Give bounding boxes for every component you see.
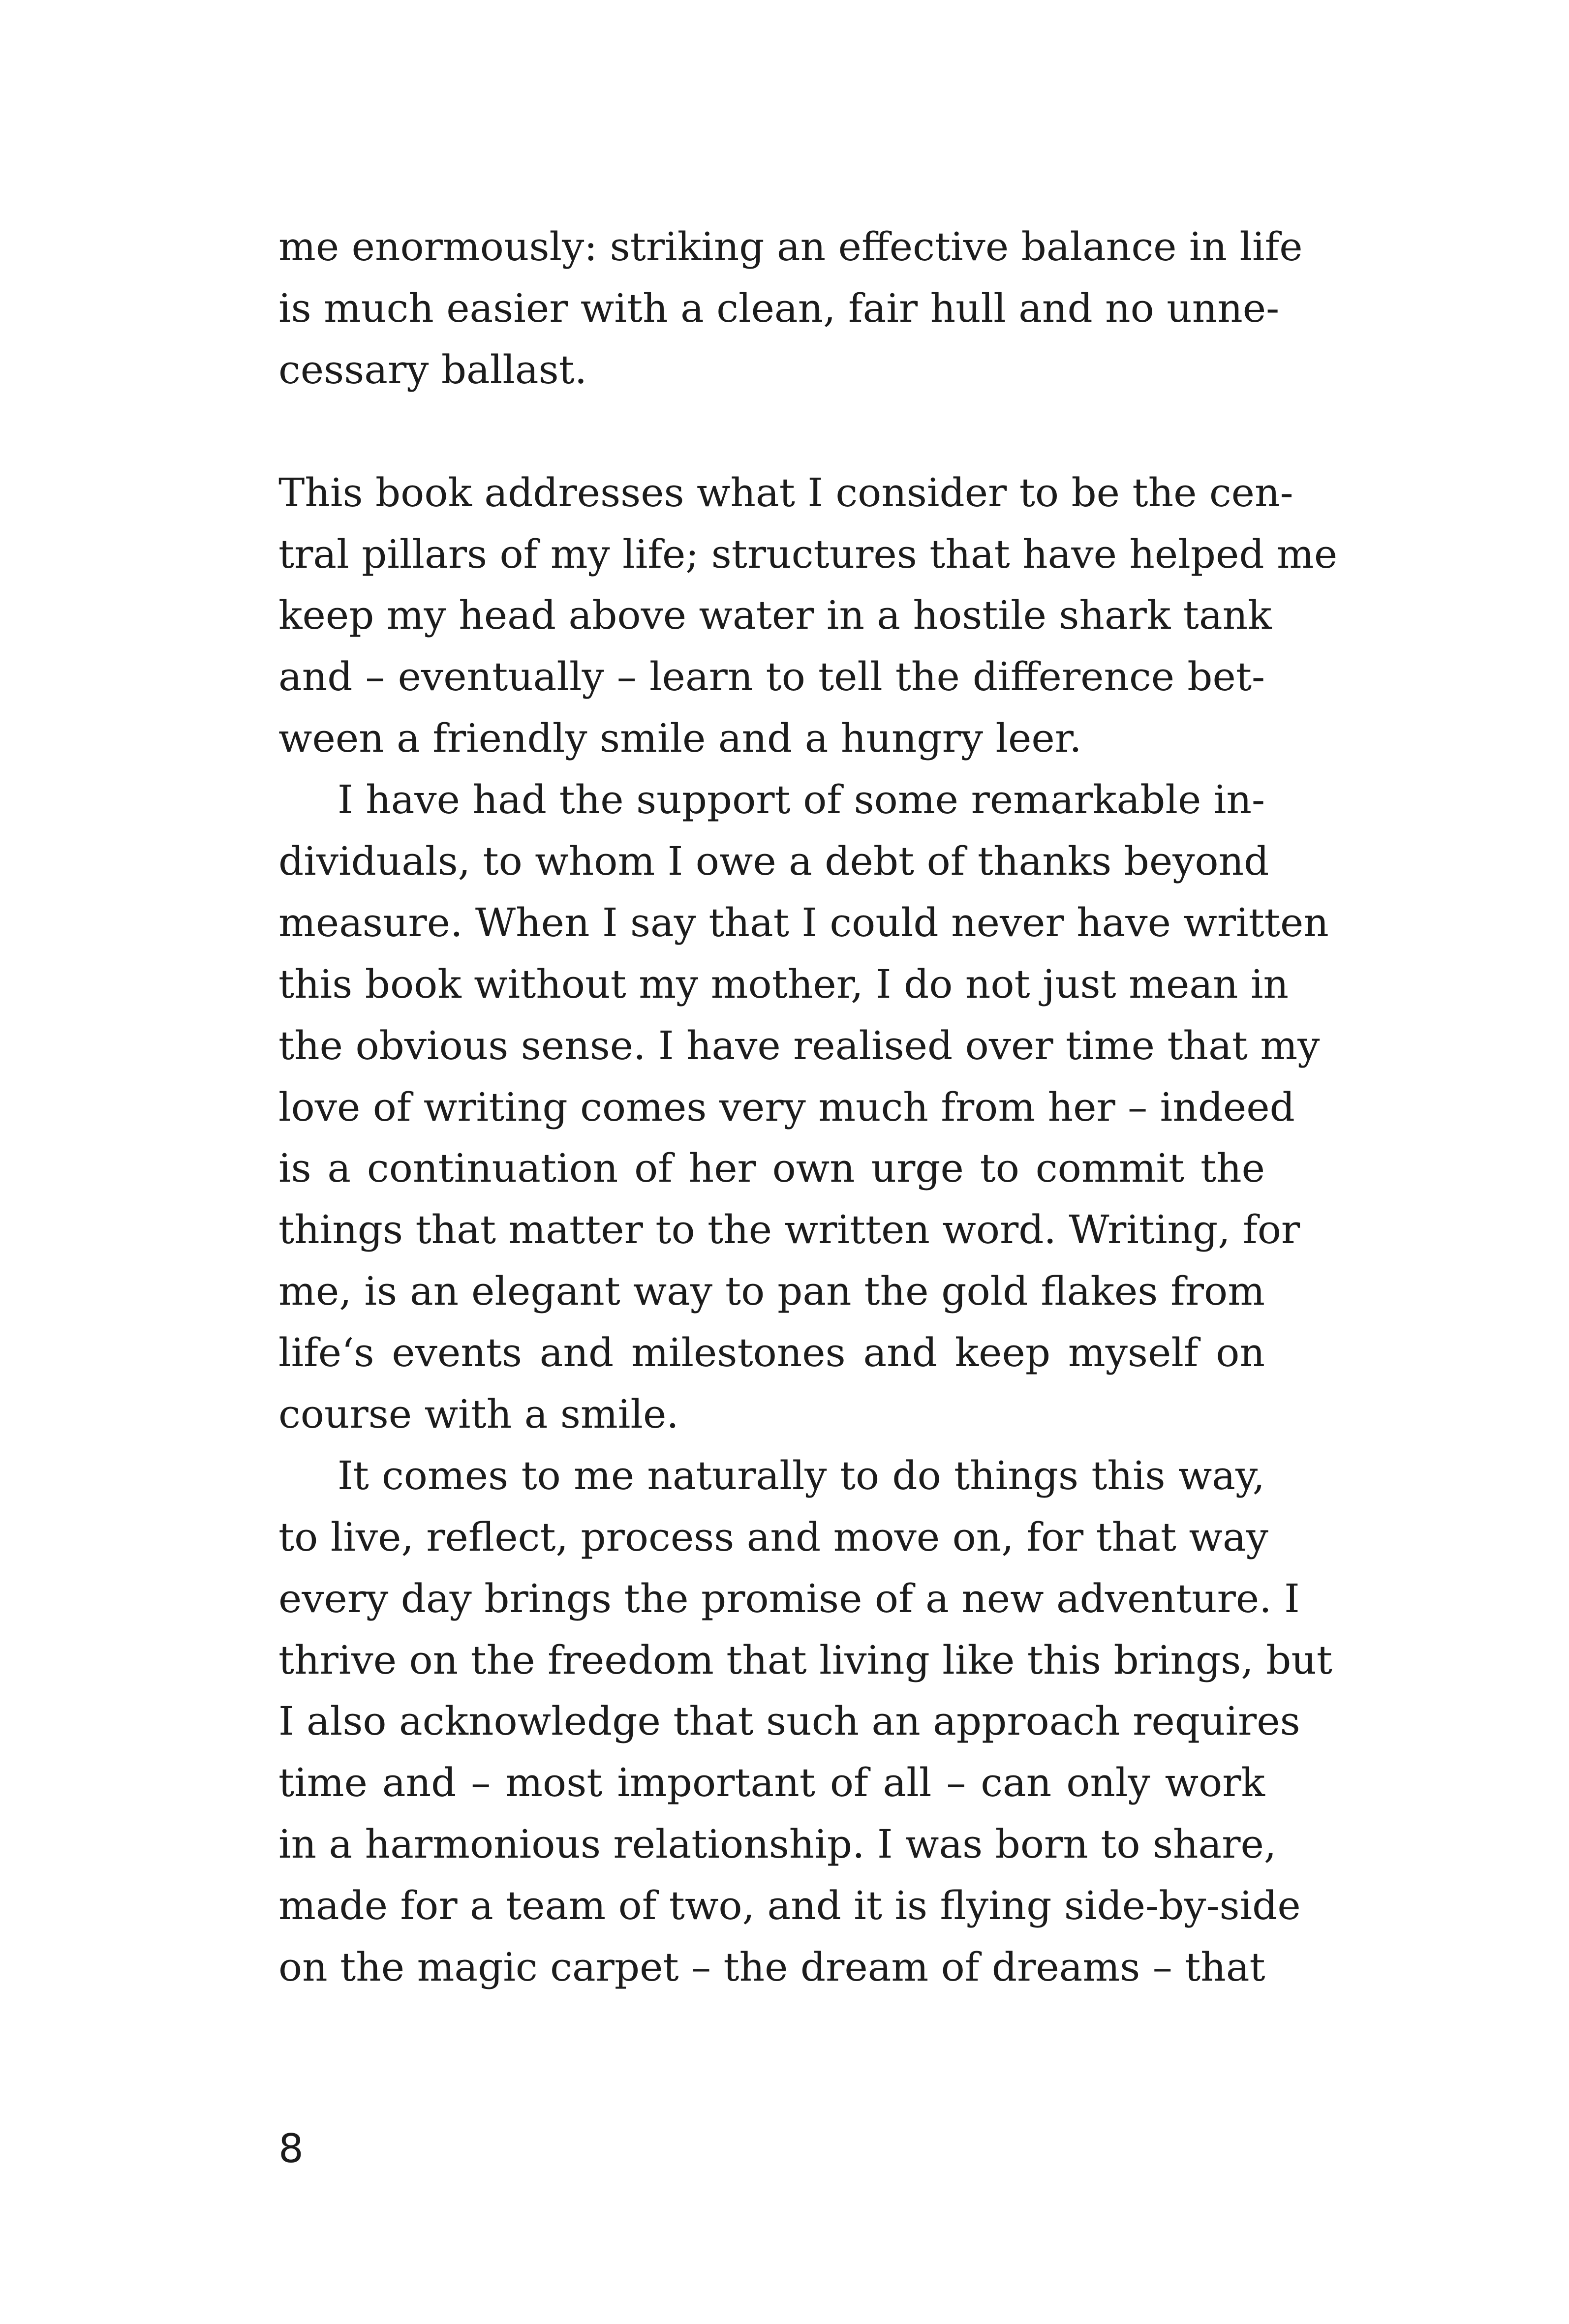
text-line: life‘s events and milestones and keep myself on — [278, 1330, 1265, 1376]
page-number: 8 — [278, 2126, 304, 2171]
text-line: keep my head above water in a hostile shark tank — [278, 592, 1272, 639]
text-line: tral pillars of my life; structures that have helped me — [278, 531, 1338, 577]
text-line: This book addresses what I consider to be the cen- — [278, 469, 1293, 516]
text-line: measure. When I say that I could never have written — [278, 899, 1329, 946]
text-line: I also acknowledge that such an approach requires — [278, 1698, 1300, 1744]
text-line: in a harmonious relationship. I was born to share, — [278, 1821, 1277, 1867]
text-line: me enormously: striking an effective balance in life — [278, 224, 1303, 270]
text-line: is much easier with a clean, fair hull and no unne- — [278, 285, 1280, 331]
text-line: and – eventually – learn to tell the difference bet- — [278, 654, 1265, 700]
body-text — [278, 216, 1338, 1998]
text-line: made for a team of two, and it is flying side-by-side — [278, 1883, 1301, 1929]
text-line: love of writing comes very much from her – indeed — [278, 1084, 1295, 1130]
text-line: things that matter to the written word. Writing, for — [278, 1207, 1300, 1253]
paragraph-gap — [278, 401, 1265, 462]
text-line: on the magic carpet – the dream of dreams – that — [278, 1944, 1265, 1990]
text-line: course with a smile. — [278, 1391, 679, 1437]
text-line: I have had the support of some remarkable in- — [338, 777, 1265, 823]
text-line: is a continuation of her own urge to commit the — [278, 1145, 1265, 1192]
text-line: ween a friendly smile and a hungry leer. — [278, 715, 1082, 762]
paragraph — [278, 769, 1329, 1445]
paragraph — [278, 462, 1338, 769]
text-line: dividuals, to whom I owe a debt of thanks beyond — [278, 838, 1269, 885]
text-line: this book without my mother, I do not just mean in — [278, 961, 1289, 1007]
text-line: cessary ballast. — [278, 346, 587, 393]
text-line: thrive on the freedom that living like this brings, but — [278, 1637, 1333, 1683]
text-line: every day brings the promise of a new adventure. I — [278, 1575, 1300, 1621]
text-line: time and – most important of all – can only work — [278, 1760, 1265, 1806]
text-line: to live, reflect, process and move on, for that way — [278, 1514, 1268, 1560]
text-line: the obvious sense. I have realised over time that my — [278, 1022, 1320, 1069]
text-line: It comes to me naturally to do things this way, — [338, 1452, 1265, 1498]
paragraph — [278, 216, 1303, 401]
paragraph — [278, 1445, 1333, 1998]
text-line: me, is an elegant way to pan the gold flakes from — [278, 1268, 1265, 1315]
